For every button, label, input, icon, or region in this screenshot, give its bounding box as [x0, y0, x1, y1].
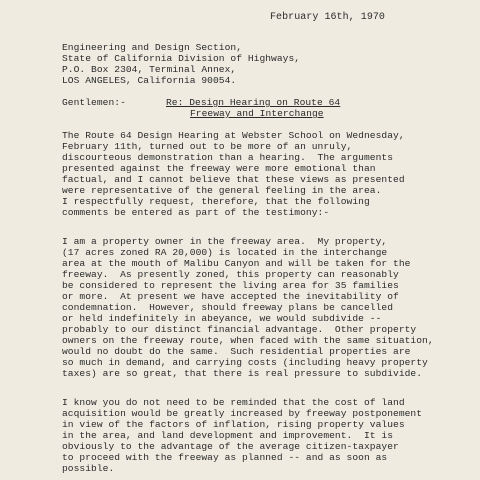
address-line: Engineering and Design Section,: [62, 42, 243, 53]
paragraph-line: (17 acres zoned RA 20,000) is located in the interchange: [62, 247, 388, 258]
paragraph-line: discourteous demonstration than a hearing. The arguments: [62, 152, 394, 163]
paragraph-line: freeway. As presently zoned, this property can reasonably: [62, 269, 399, 280]
paragraph-line: or more. At present we have accepted the inevitability of: [62, 291, 399, 302]
paragraph-line: taxes) are so great, that there is real pressure to subdivide.: [62, 368, 423, 379]
paragraph-line: comments be entered as part of the testimony:-: [62, 207, 330, 218]
paragraph-line: to proceed with the freeway as planned -- and as soon as: [62, 452, 388, 463]
paragraph-line: February 11th, turned out to be more of an unruly,: [62, 141, 353, 152]
paragraph-line: were representative of the general feeling in the area.: [62, 185, 382, 196]
paragraph-line: I know you do not need to be reminded that the cost of land: [62, 397, 405, 408]
subject-line: Freeway and Interchange: [190, 108, 324, 119]
address-line: P.O. Box 2304, Terminal Annex,: [62, 64, 237, 75]
paragraph-line: I respectfully request, therefore, that the following: [62, 196, 370, 207]
paragraph-line: acquisition would be greatly increased by freeway postponement: [62, 408, 423, 419]
paragraph-line: be considered to represent the living area for 35 families: [62, 280, 399, 291]
address-line: State of California Division of Highways,: [62, 53, 301, 64]
address-line: LOS ANGELES, California 90054.: [62, 75, 237, 86]
paragraph-line: probably to our distinct financial advantage. Other property: [62, 324, 417, 335]
paragraph-line: owners on the freeway route, when faced with the same situation,: [62, 335, 434, 346]
paragraph-line: or held indefinitely in abeyance, we would subdivide --: [62, 313, 382, 324]
paragraph-line: presented against the freeway were more emotional than: [62, 163, 376, 174]
paragraph-line: factual, and I cannot believe that these views as presented: [62, 174, 405, 185]
paragraph-line: area at the mouth of Malibu Canyon and will be taken for the: [62, 258, 411, 269]
paragraph-line: obviously to the advantage of the average citizen-taxpayer: [62, 441, 399, 452]
subject-line: Re: Design Hearing on Route 64: [166, 97, 341, 108]
paragraph-line: would no doubt do the same. Such residential properties are: [62, 346, 411, 357]
salutation: Gentlemen:-: [62, 97, 126, 108]
letter-date: February 16th, 1970: [270, 12, 385, 23]
paragraph-line: possible.: [62, 463, 115, 474]
paragraph-line: The Route 64 Design Hearing at Webster School on Wednesday,: [62, 130, 405, 141]
paragraph-line: in the area, and land development and improvement. It is: [62, 430, 394, 441]
paragraph-line: I am a property owner in the freeway area. My property,: [62, 236, 388, 247]
paragraph-line: in view of the factors of inflation, rising property values: [62, 419, 405, 430]
paragraph-line: so much in demand, and carrying costs (including heavy property: [62, 357, 428, 368]
paragraph-line: condemnation. However, should freeway plans be cancelled: [62, 302, 394, 313]
